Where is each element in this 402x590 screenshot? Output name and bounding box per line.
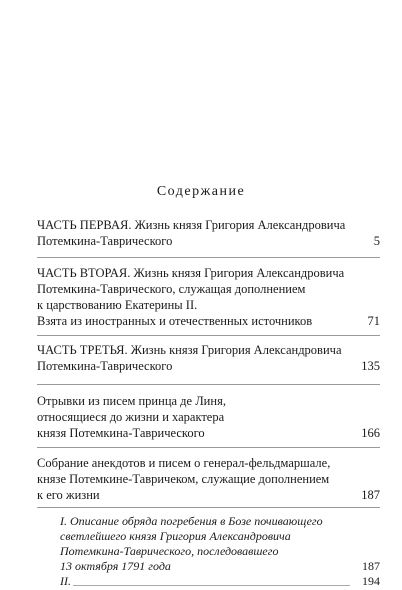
- toc-entry-part-three[interactable]: [37, 342, 380, 374]
- toc-entry-line: Собрание анекдотов и писем о генерал-фельдмаршале,: [37, 456, 331, 470]
- toc-entry-line: князя Потемкина-Таврического: [37, 426, 205, 440]
- toc-page-number: 187: [361, 488, 380, 502]
- toc-entry-line: Потемкина-Таврического, служащая дополнением: [37, 282, 306, 296]
- toc-entry-line: ЧАСТЬ ТРЕТЬЯ. Жизнь князя Григория Александровича: [37, 343, 342, 357]
- toc-entry-line: Отрывки из писем принца де Линя,: [37, 394, 226, 408]
- toc-entry-line: к царствованию Екатерины II.: [37, 298, 198, 312]
- toc-entry-line: Потемкина-Таврического: [37, 234, 173, 248]
- leader-line: [60, 585, 350, 586]
- toc-entry-line: князе Потемкине-Тавричеком, служащие дополнением: [37, 472, 330, 486]
- divider: [37, 335, 380, 336]
- toc-entry-line: светлейшего князя Григория Александровича: [60, 529, 291, 543]
- toc-page-number: 194: [362, 574, 380, 588]
- toc-entry-line: ЧАСТЬ ПЕРВАЯ. Жизнь князя Григория Александровича: [37, 218, 346, 232]
- divider: [37, 447, 380, 448]
- toc-subentry-burial-description[interactable]: [60, 514, 380, 574]
- toc-entry-line: II.: [60, 574, 71, 588]
- toc-page-number: 166: [361, 426, 380, 440]
- toc-entry-line: Потемкина-Таврического: [37, 359, 173, 373]
- toc-entry-line: Потемкина-Таврического, последовавшего: [60, 544, 279, 558]
- toc-entry-part-one[interactable]: [37, 217, 380, 249]
- toc-entry-line: к его жизни: [37, 488, 100, 502]
- toc-entry-line: ЧАСТЬ ВТОРАЯ. Жизнь князя Григория Александровича: [37, 266, 345, 280]
- toc-subentry-two[interactable]: [60, 574, 380, 589]
- divider: [37, 507, 380, 508]
- toc-entry-part-two[interactable]: [37, 265, 380, 329]
- toc-entry-anecdotes[interactable]: [37, 455, 380, 503]
- toc-page-number: 135: [361, 359, 380, 373]
- toc-entry-line: 13 октября 1791 года: [60, 559, 171, 573]
- toc-entry-line: относящиеся до жизни и характера: [37, 410, 225, 424]
- divider: [37, 384, 380, 385]
- toc-page-number: 5: [373, 234, 380, 248]
- divider: [37, 257, 380, 258]
- toc-page-number: 187: [362, 559, 380, 573]
- toc-page-number: 71: [367, 314, 380, 328]
- toc-entry-de-ligne-letters[interactable]: [37, 393, 380, 441]
- toc-entry-line: Взята из иностранных и отечественных источников: [37, 314, 313, 328]
- toc-entry-line: I. Описание обряда погребения в Бозе почивающего: [60, 514, 323, 528]
- toc-title: Содержание: [156, 184, 246, 199]
